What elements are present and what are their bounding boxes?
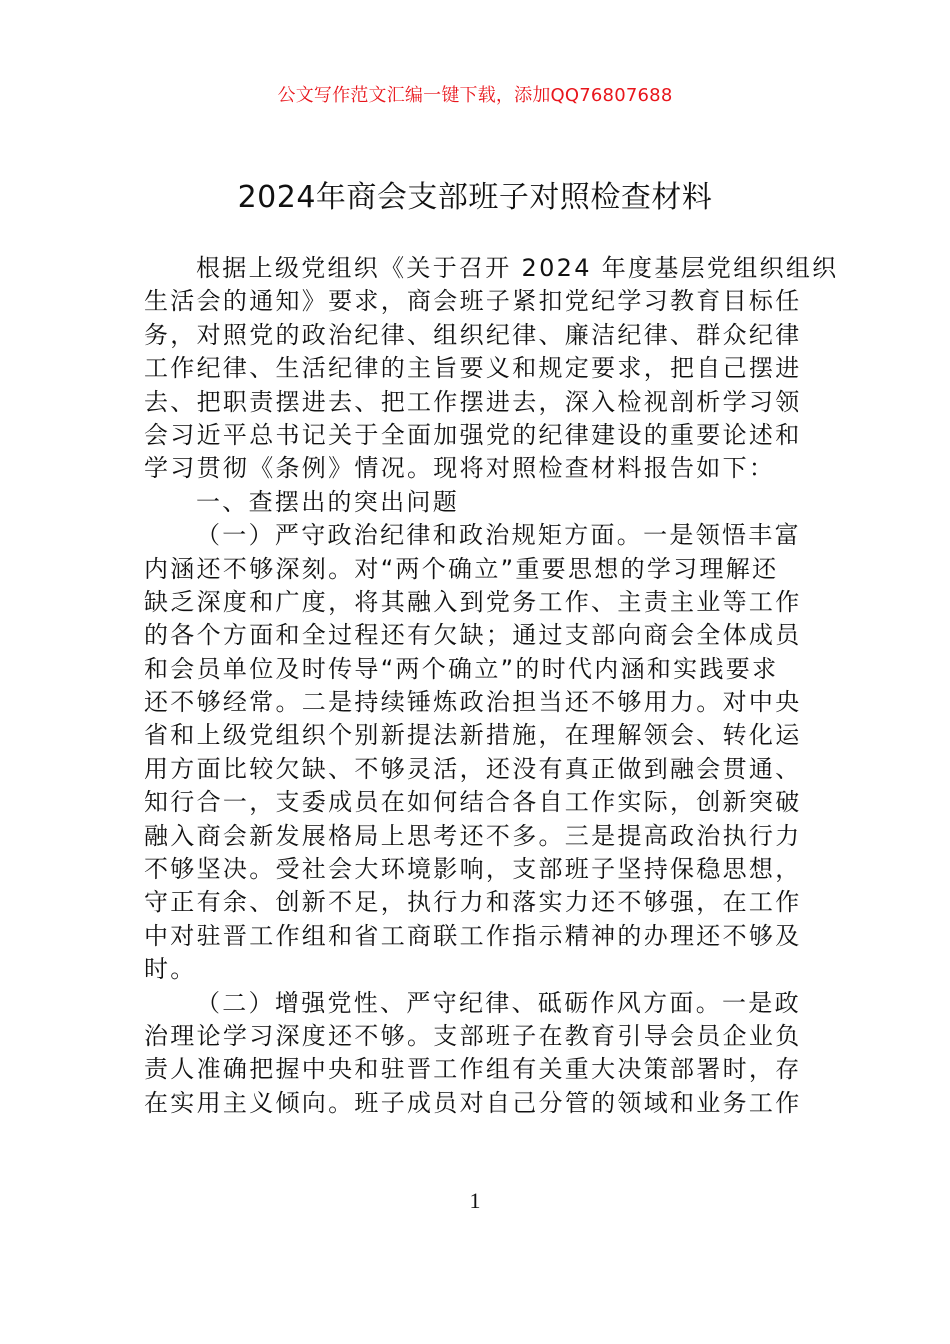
- text-line: 学习贯彻《条例》情况。现将对照检查材料报告如下：: [144, 454, 776, 483]
- download-watermark: 公文写作范文汇编一键下载，添加QQ76807688: [277, 85, 673, 106]
- text-line: 守正有余、创新不足，执行力和落实力还不够强，在工作: [144, 888, 802, 917]
- text-line: 工作纪律、生活纪律的主旨要义和规定要求，把自己摆进: [144, 354, 802, 383]
- text-line: 不够坚决。受社会大环境影响，支部班子坚持保稳思想，: [144, 855, 802, 884]
- text-line: 根据上级党组织《关于召开 2024 年度基层党组织组织: [196, 254, 839, 282]
- text-line: 一、查摆出的突出问题: [196, 487, 459, 516]
- page-number: 1: [469, 1188, 481, 1213]
- text-line: 用方面比较欠缺、不够灵活，还没有真正做到融会贯通、: [144, 754, 802, 783]
- text-line: 责人准确把握中央和驻晋工作组有关重大决策部署时，存: [144, 1055, 802, 1084]
- text-line: （一）严守政治纪律和政治规矩方面。一是领悟丰富: [196, 521, 801, 550]
- text-line: 中对驻晋工作组和省工商联工作指示精神的办理还不够及: [144, 921, 802, 950]
- document-title: 2024年商会支部班子对照检查材料: [237, 180, 713, 215]
- text-line: 去、把职责摆进去、把工作摆进去，深入检视剖析学习领: [144, 387, 802, 416]
- text-line: 和会员单位及时传导“两个确立”的时代内涵和实践要求: [144, 654, 779, 683]
- text-line: 生活会的通知》要求，商会班子紧扣党纪学习教育目标任: [144, 287, 802, 316]
- document-body: [144, 252, 839, 1120]
- text-line: （二）增强党性、严守纪律、砥砺作风方面。一是政: [196, 988, 801, 1017]
- text-line: 时。: [144, 955, 197, 984]
- text-line: 的各个方面和全过程还有欠缺；通过支部向商会全体成员: [144, 621, 802, 650]
- text-line: 融入商会新发展格局上思考还不多。三是提高政治执行力: [144, 821, 802, 850]
- text-line: 内涵还不够深刻。对“两个确立”重要思想的学习理解还: [144, 554, 779, 583]
- text-line: 务，对照党的政治纪律、组织纪律、廉洁纪律、群众纪律: [144, 320, 802, 349]
- text-line: 省和上级党组织个别新提法新措施，在理解领会、转化运: [144, 721, 802, 750]
- text-line: 会习近平总书记关于全面加强党的纪律建设的重要论述和: [144, 420, 802, 449]
- text-line: 缺乏深度和广度，将其融入到党务工作、主责主业等工作: [144, 587, 802, 616]
- text-line: 治理论学习深度还不够。支部班子在教育引导会员企业负: [144, 1021, 802, 1050]
- text-line: 知行合一，支委成员在如何结合各自工作实际，创新突破: [144, 788, 802, 817]
- text-line: 在实用主义倾向。班子成员对自己分管的领域和业务工作: [144, 1088, 802, 1117]
- text-line: 还不够经常。二是持续锤炼政治担当还不够用力。对中央: [144, 688, 802, 717]
